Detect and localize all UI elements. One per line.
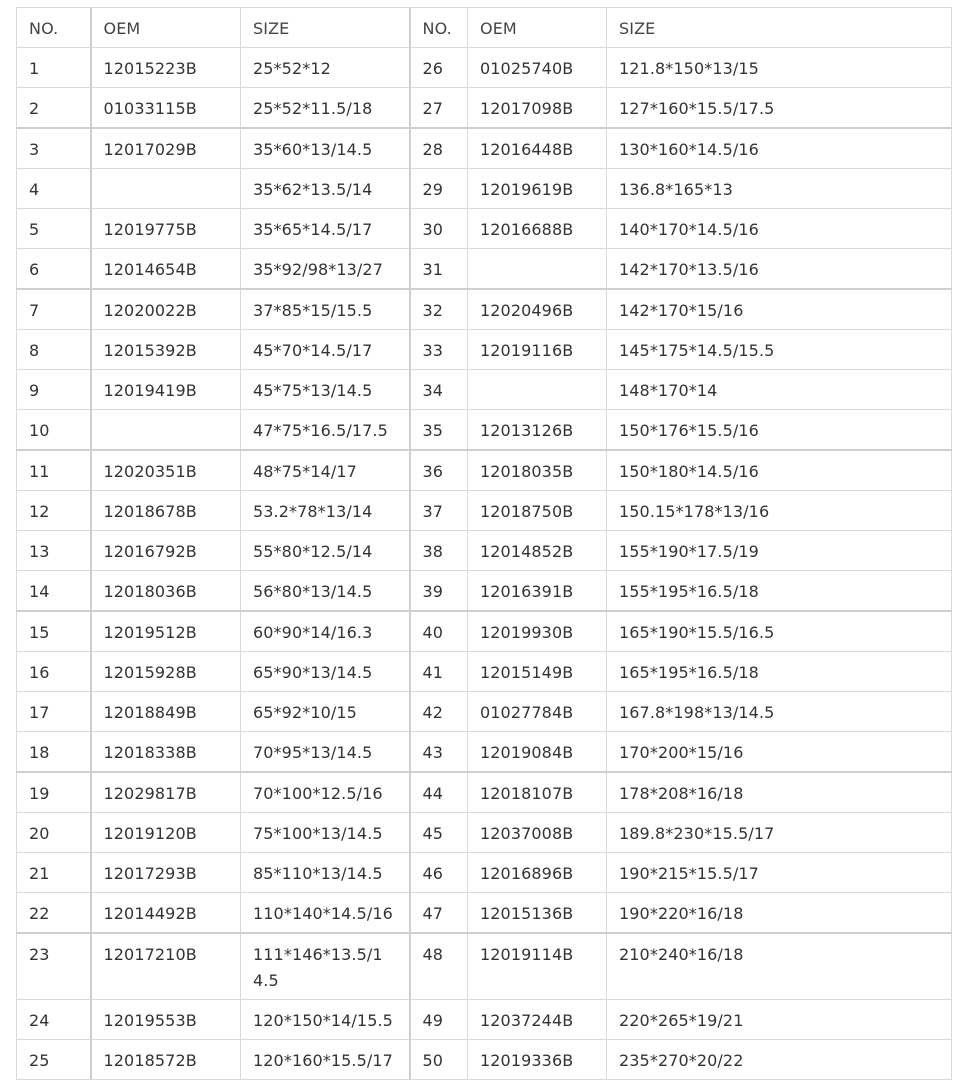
cell-oem-left: 12018572B xyxy=(91,1040,241,1080)
cell-size-left: 120*160*15.5/17 xyxy=(241,1040,410,1080)
cell-oem-right: 12019619B xyxy=(468,169,607,209)
cell-no-right: 45 xyxy=(410,813,468,853)
cell-size-left: 65*90*13/14.5 xyxy=(241,652,410,692)
cell-no-left: 6 xyxy=(17,249,91,290)
cell-size-left: 56*80*13/14.5 xyxy=(241,571,410,612)
cell-size-right: 142*170*15/16 xyxy=(607,289,952,330)
table-row xyxy=(17,571,952,612)
cell-no-right: 42 xyxy=(410,692,468,732)
table-row xyxy=(17,370,952,410)
cell-no-right: 38 xyxy=(410,531,468,571)
cell-no-right: 33 xyxy=(410,330,468,370)
cell-no-right: 32 xyxy=(410,289,468,330)
cell-size-right: 130*160*14.5/16 xyxy=(607,128,952,169)
header-oem-left: OEM xyxy=(91,8,241,48)
cell-size-left: 53.2*78*13/14 xyxy=(241,491,410,531)
cell-no-left: 22 xyxy=(17,893,91,934)
cell-no-left: 18 xyxy=(17,732,91,773)
table-row xyxy=(17,692,952,732)
cell-size-right: 190*215*15.5/17 xyxy=(607,853,952,893)
cell-no-left: 10 xyxy=(17,410,91,451)
cell-no-right: 26 xyxy=(410,48,468,88)
table-row xyxy=(17,249,952,290)
cell-oem-right: 12017098B xyxy=(468,88,607,129)
table-row xyxy=(17,611,952,652)
cell-no-left: 12 xyxy=(17,491,91,531)
cell-oem-left: 12016792B xyxy=(91,531,241,571)
cell-no-left: 16 xyxy=(17,652,91,692)
cell-oem-right: 12019930B xyxy=(468,611,607,652)
cell-size-left: 110*140*14.5/16 xyxy=(241,893,410,934)
cell-size-right: 150*176*15.5/16 xyxy=(607,410,952,451)
cell-size-left: 35*60*13/14.5 xyxy=(241,128,410,169)
cell-oem-left: 12018849B xyxy=(91,692,241,732)
table-header-row xyxy=(17,8,952,48)
cell-size-left: 37*85*15/15.5 xyxy=(241,289,410,330)
cell-size-left: 75*100*13/14.5 xyxy=(241,813,410,853)
cell-oem-right xyxy=(468,370,607,410)
cell-size-left: 111*146*13.5/14.5 xyxy=(241,933,410,1000)
cell-size-right: 145*175*14.5/15.5 xyxy=(607,330,952,370)
cell-oem-left: 12018678B xyxy=(91,491,241,531)
cell-no-left: 19 xyxy=(17,772,91,813)
cell-oem-left: 12015392B xyxy=(91,330,241,370)
cell-size-right: 140*170*14.5/16 xyxy=(607,209,952,249)
table-row xyxy=(17,813,952,853)
cell-size-right: 155*190*17.5/19 xyxy=(607,531,952,571)
cell-size-right: 190*220*16/18 xyxy=(607,893,952,934)
header-no-left: NO. xyxy=(17,8,91,48)
cell-size-right: 210*240*16/18 xyxy=(607,933,952,1000)
cell-size-left: 85*110*13/14.5 xyxy=(241,853,410,893)
table-row xyxy=(17,1040,952,1080)
cell-no-right: 31 xyxy=(410,249,468,290)
cell-no-left: 15 xyxy=(17,611,91,652)
table-row xyxy=(17,209,952,249)
cell-size-right: 155*195*16.5/18 xyxy=(607,571,952,612)
cell-no-left: 11 xyxy=(17,450,91,491)
table-row xyxy=(17,491,952,531)
cell-oem-left: 12019553B xyxy=(91,1000,241,1040)
cell-no-left: 8 xyxy=(17,330,91,370)
cell-no-right: 47 xyxy=(410,893,468,934)
cell-oem-right: 12019114B xyxy=(468,933,607,1000)
cell-no-right: 39 xyxy=(410,571,468,612)
cell-size-left: 35*62*13.5/14 xyxy=(241,169,410,209)
cell-no-left: 5 xyxy=(17,209,91,249)
cell-oem-right: 12015136B xyxy=(468,893,607,934)
cell-size-right: 189.8*230*15.5/17 xyxy=(607,813,952,853)
cell-size-right: 150*180*14.5/16 xyxy=(607,450,952,491)
table-row xyxy=(17,289,952,330)
cell-oem-right: 12016896B xyxy=(468,853,607,893)
cell-oem-left: 12017293B xyxy=(91,853,241,893)
cell-oem-right: 01025740B xyxy=(468,48,607,88)
cell-size-right: 127*160*15.5/17.5 xyxy=(607,88,952,129)
cell-oem-right: 12016391B xyxy=(468,571,607,612)
cell-size-left: 48*75*14/17 xyxy=(241,450,410,491)
cell-size-right: 165*195*16.5/18 xyxy=(607,652,952,692)
table-row xyxy=(17,772,952,813)
cell-no-left: 1 xyxy=(17,48,91,88)
table-row xyxy=(17,853,952,893)
cell-oem-right: 12015149B xyxy=(468,652,607,692)
cell-size-right: 220*265*19/21 xyxy=(607,1000,952,1040)
cell-oem-right: 12019084B xyxy=(468,732,607,773)
cell-no-right: 43 xyxy=(410,732,468,773)
cell-oem-left: 12018338B xyxy=(91,732,241,773)
cell-size-left: 25*52*12 xyxy=(241,48,410,88)
cell-size-left: 25*52*11.5/18 xyxy=(241,88,410,129)
cell-size-left: 70*95*13/14.5 xyxy=(241,732,410,773)
cell-oem-right: 12019336B xyxy=(468,1040,607,1080)
cell-oem-right: 12018750B xyxy=(468,491,607,531)
cell-size-right: 170*200*15/16 xyxy=(607,732,952,773)
cell-no-left: 23 xyxy=(17,933,91,1000)
cell-no-left: 17 xyxy=(17,692,91,732)
cell-size-left: 35*92/98*13/27 xyxy=(241,249,410,290)
table-row xyxy=(17,732,952,773)
cell-oem-right: 12037244B xyxy=(468,1000,607,1040)
cell-oem-left: 12020351B xyxy=(91,450,241,491)
cell-oem-right: 12018035B xyxy=(468,450,607,491)
cell-size-left: 47*75*16.5/17.5 xyxy=(241,410,410,451)
table-row xyxy=(17,893,952,934)
cell-no-left: 14 xyxy=(17,571,91,612)
cell-oem-left: 12015223B xyxy=(91,48,241,88)
cell-oem-right: 12018107B xyxy=(468,772,607,813)
cell-size-left: 120*150*14/15.5 xyxy=(241,1000,410,1040)
cell-no-left: 9 xyxy=(17,370,91,410)
cell-size-left: 70*100*12.5/16 xyxy=(241,772,410,813)
cell-no-right: 36 xyxy=(410,450,468,491)
cell-oem-right: 01027784B xyxy=(468,692,607,732)
cell-size-right: 178*208*16/18 xyxy=(607,772,952,813)
cell-no-right: 41 xyxy=(410,652,468,692)
cell-size-right: 150.15*178*13/16 xyxy=(607,491,952,531)
cell-oem-left: 12018036B xyxy=(91,571,241,612)
cell-size-right: 235*270*20/22 xyxy=(607,1040,952,1080)
cell-no-right: 29 xyxy=(410,169,468,209)
cell-size-left: 60*90*14/16.3 xyxy=(241,611,410,652)
cell-no-left: 25 xyxy=(17,1040,91,1080)
cell-oem-left: 12019512B xyxy=(91,611,241,652)
cell-oem-right: 12016448B xyxy=(468,128,607,169)
cell-oem-left: 12029817B xyxy=(91,772,241,813)
oil-seal-spec-table xyxy=(16,7,952,1080)
cell-oem-left: 12017029B xyxy=(91,128,241,169)
cell-no-right: 35 xyxy=(410,410,468,451)
cell-size-right: 167.8*198*13/14.5 xyxy=(607,692,952,732)
cell-oem-right: 12013126B xyxy=(468,410,607,451)
header-size-right: SIZE xyxy=(607,8,952,48)
cell-no-left: 3 xyxy=(17,128,91,169)
cell-no-right: 34 xyxy=(410,370,468,410)
table-row xyxy=(17,652,952,692)
cell-oem-left: 12019120B xyxy=(91,813,241,853)
cell-size-left: 35*65*14.5/17 xyxy=(241,209,410,249)
table-row xyxy=(17,450,952,491)
cell-oem-left: 12015928B xyxy=(91,652,241,692)
cell-oem-left: 12017210B xyxy=(91,933,241,1000)
cell-oem-right: 12037008B xyxy=(468,813,607,853)
cell-oem-left: 01033115B xyxy=(91,88,241,129)
cell-oem-left xyxy=(91,410,241,451)
cell-size-right: 142*170*13.5/16 xyxy=(607,249,952,290)
cell-no-left: 13 xyxy=(17,531,91,571)
table-row xyxy=(17,169,952,209)
cell-no-left: 24 xyxy=(17,1000,91,1040)
table-row xyxy=(17,531,952,571)
cell-oem-right: 12019116B xyxy=(468,330,607,370)
header-size-left: SIZE xyxy=(241,8,410,48)
cell-no-right: 44 xyxy=(410,772,468,813)
cell-no-right: 50 xyxy=(410,1040,468,1080)
table-row xyxy=(17,933,952,1000)
table-row xyxy=(17,128,952,169)
header-no-right: NO. xyxy=(410,8,468,48)
cell-oem-left: 12019419B xyxy=(91,370,241,410)
table-row xyxy=(17,48,952,88)
table-body xyxy=(17,48,952,1080)
cell-oem-left: 12014492B xyxy=(91,893,241,934)
cell-size-left: 55*80*12.5/14 xyxy=(241,531,410,571)
cell-no-right: 49 xyxy=(410,1000,468,1040)
cell-no-left: 7 xyxy=(17,289,91,330)
cell-size-left: 65*92*10/15 xyxy=(241,692,410,732)
cell-oem-left: 12019775B xyxy=(91,209,241,249)
cell-oem-right: 12020496B xyxy=(468,289,607,330)
cell-size-left: 45*70*14.5/17 xyxy=(241,330,410,370)
cell-no-left: 20 xyxy=(17,813,91,853)
cell-oem-left: 12020022B xyxy=(91,289,241,330)
cell-size-right: 136.8*165*13 xyxy=(607,169,952,209)
table-row xyxy=(17,88,952,129)
cell-no-right: 40 xyxy=(410,611,468,652)
cell-no-left: 4 xyxy=(17,169,91,209)
cell-size-left: 45*75*13/14.5 xyxy=(241,370,410,410)
table-row xyxy=(17,330,952,370)
oil-seal-spec-table-container xyxy=(16,7,951,1080)
cell-oem-left xyxy=(91,169,241,209)
cell-oem-left: 12014654B xyxy=(91,249,241,290)
cell-oem-right: 12016688B xyxy=(468,209,607,249)
cell-no-right: 28 xyxy=(410,128,468,169)
table-row xyxy=(17,1000,952,1040)
cell-no-right: 37 xyxy=(410,491,468,531)
cell-no-right: 30 xyxy=(410,209,468,249)
cell-size-right: 148*170*14 xyxy=(607,370,952,410)
header-oem-right: OEM xyxy=(468,8,607,48)
cell-size-right: 165*190*15.5/16.5 xyxy=(607,611,952,652)
cell-no-right: 27 xyxy=(410,88,468,129)
cell-oem-right xyxy=(468,249,607,290)
cell-no-right: 46 xyxy=(410,853,468,893)
cell-oem-right: 12014852B xyxy=(468,531,607,571)
cell-no-right: 48 xyxy=(410,933,468,1000)
cell-size-right: 121.8*150*13/15 xyxy=(607,48,952,88)
cell-no-left: 21 xyxy=(17,853,91,893)
table-row xyxy=(17,410,952,451)
cell-no-left: 2 xyxy=(17,88,91,129)
